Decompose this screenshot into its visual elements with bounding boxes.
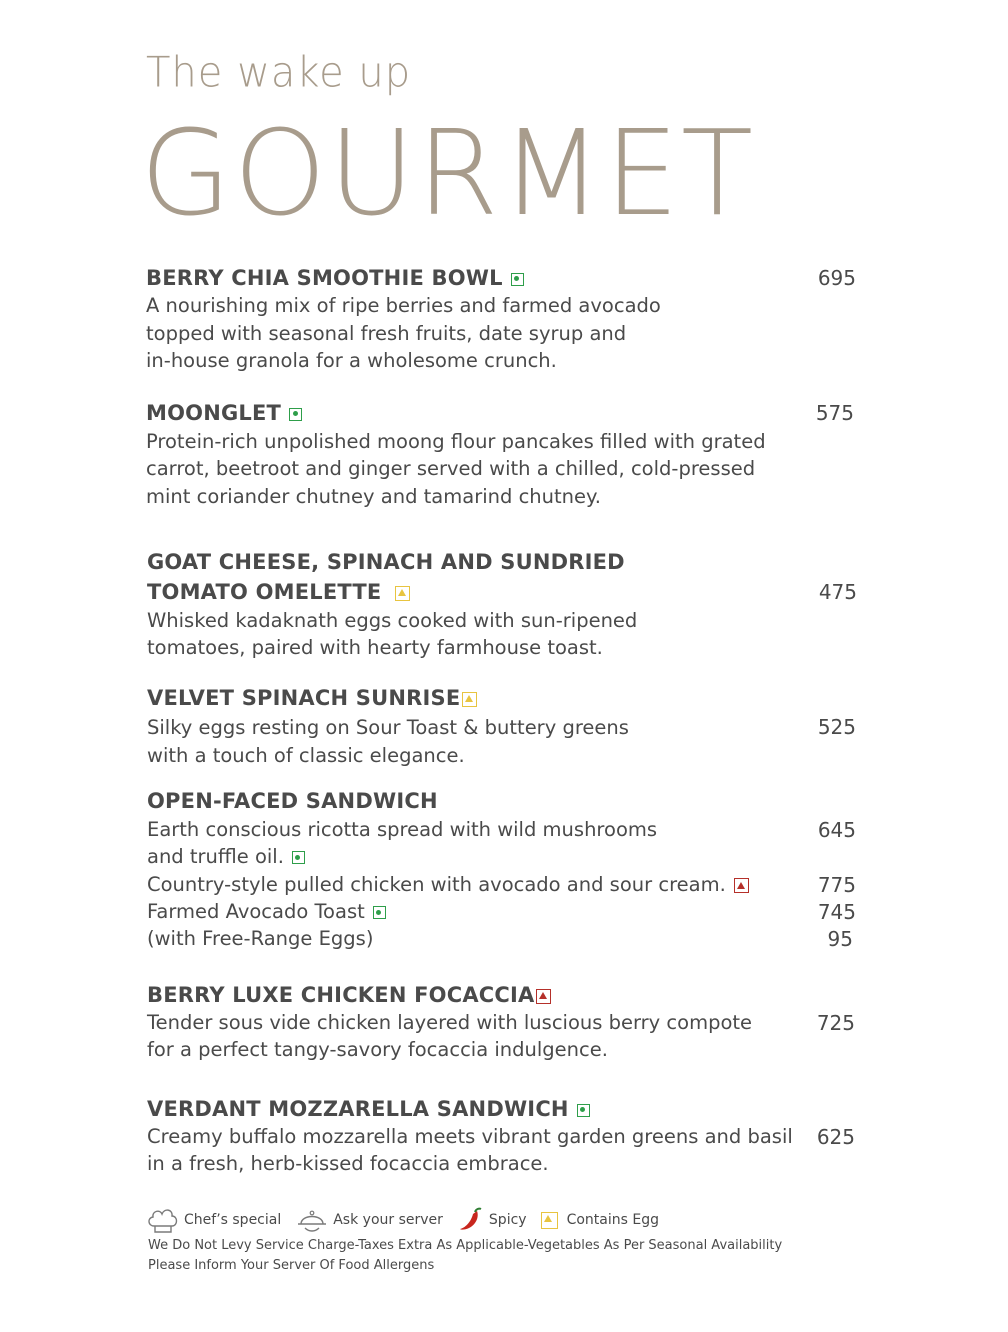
legend: [146, 1206, 673, 1234]
item-desc: Tender sous vide chicken layered with luscious berry compote: [147, 1011, 753, 1034]
item-desc: Whisked kadaknath eggs cooked with sun-ripened: [147, 609, 638, 632]
legend-contains-egg: Contains Egg: [541, 1212, 659, 1229]
item-price: 575: [815, 401, 854, 425]
legend-chefs-special: Chef’s special: [146, 1206, 281, 1234]
item-price: 745: [817, 900, 856, 924]
item-desc: mint coriander chutney and tamarind chutney.: [146, 485, 601, 508]
egg-icon: [541, 1212, 558, 1229]
item-name: BERRY LUXE CHICKEN FOCACCIA: [147, 981, 551, 1009]
veg-icon: [577, 1104, 590, 1117]
item-name: BERRY CHIA SMOOTHIE BOWL: [146, 264, 524, 292]
item-desc: Protein-rich unpolished moong flour pancakes filled with grated: [146, 430, 766, 453]
item-name: OPEN-FACED SANDWICH: [147, 789, 438, 813]
item-price: 645: [817, 818, 856, 842]
item-price: 475: [818, 580, 857, 604]
menu-subtitle: The wake up: [146, 48, 412, 98]
veg-icon: [289, 408, 302, 421]
item-desc: carrot, beetroot and ginger served with a chilled, cold-pressed: [146, 457, 756, 480]
egg-icon: [462, 692, 477, 707]
item-desc: Silky eggs resting on Sour Toast & buttery greens: [147, 716, 629, 739]
nonveg-icon: [734, 878, 749, 893]
item-desc: tomatoes, paired with hearty farmhouse toast.: [147, 636, 603, 659]
veg-icon: [511, 273, 524, 286]
legend-ask-server: Ask your server: [295, 1206, 443, 1234]
item-price: 775: [817, 873, 856, 897]
item-option: (with Free-Range Eggs): [147, 927, 374, 950]
item-option: Country-style pulled chicken with avocado and sour cream.: [147, 871, 749, 899]
item-name: VELVET SPINACH SUNRISE: [147, 684, 477, 712]
item-name: GOAT CHEESE, SPINACH AND SUNDRIED: [147, 550, 625, 574]
item-price: 725: [816, 1011, 855, 1035]
chef-hat-icon: [146, 1206, 180, 1234]
veg-icon: [292, 851, 305, 864]
menu-title: GOURMET: [140, 104, 756, 242]
footer-note: We Do Not Levy Service Charge-Taxes Extra As Applicable-Vegetables As Per Seasonal Availability: [148, 1238, 783, 1253]
item-price: 95: [827, 927, 853, 951]
item-price: 525: [817, 715, 856, 739]
item-name: VERDANT MOZZARELLA SANDWICH: [147, 1095, 590, 1123]
item-desc: for a perfect tangy-savory focaccia indulgence.: [147, 1038, 608, 1061]
item-price: 695: [817, 266, 856, 290]
veg-icon: [373, 906, 386, 919]
item-desc: A nourishing mix of ripe berries and farmed avocado: [146, 294, 661, 317]
item-desc: topped with seasonal fresh fruits, date syrup and: [146, 322, 627, 345]
cloche-icon: [295, 1206, 329, 1234]
item-option: and truffle oil.: [147, 843, 305, 871]
item-price: 625: [816, 1125, 855, 1149]
legend-spicy: Spicy: [457, 1206, 527, 1234]
item-desc: in-house granola for a wholesome crunch.: [146, 349, 557, 372]
footer-note: Please Inform Your Server Of Food Allergens: [148, 1258, 435, 1273]
egg-icon: [395, 586, 410, 601]
item-name: MOONGLET: [146, 399, 302, 427]
item-desc: in a fresh, herb-kissed focaccia embrace.: [147, 1152, 549, 1175]
nonveg-icon: [536, 989, 551, 1004]
item-desc: with a touch of classic elegance.: [147, 744, 465, 767]
item-option: Earth conscious ricotta spread with wild mushrooms: [147, 818, 658, 841]
item-option: Farmed Avocado Toast: [147, 898, 386, 926]
item-name: TOMATO OMELETTE: [147, 578, 410, 606]
item-desc: Creamy buffalo mozzarella meets vibrant garden greens and basil: [147, 1125, 793, 1148]
chili-icon: [457, 1206, 485, 1234]
